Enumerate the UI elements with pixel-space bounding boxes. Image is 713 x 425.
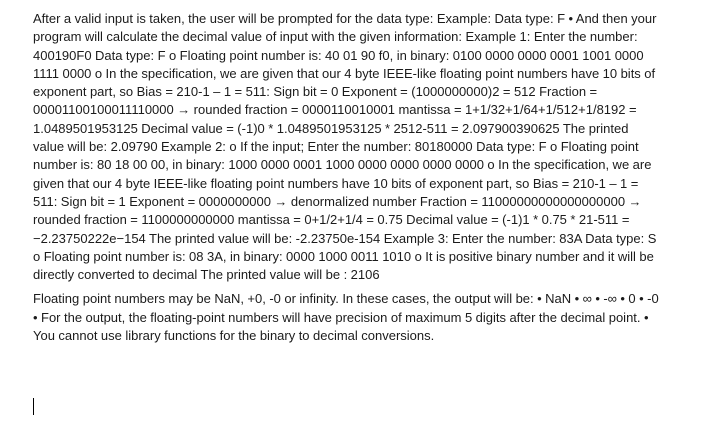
document-body xyxy=(33,10,661,345)
text-cursor[interactable] xyxy=(33,398,34,415)
paragraph-special-values: Floating point numbers may be NaN, +0, -0 or infinity. In these cases, the output will be: • NaN • ∞ • -∞ • 0 • -0 • For the output, the floating-point numbers will have precision of maximum 5 digits after the decimal point. • You cannot use library functions for the binary to decimal conversions. xyxy=(33,291,659,344)
paragraph-examples: After a valid input is taken, the user will be prompted for the data type: Example: Data type: F • And then your program will calculate the decimal value of input with the given information: Example 1: Enter the number: 400190F0 Data type: F o Floating point number is: 40 01 90 f0, in binary: 0100 0000 0000 0001 1001 0000 1111 0000 o In the specification, we are given that our 4 byte IEEE-like floating point numbers have 10 bits of exponent part, so Bias = 210-1 – 1 = 511: Sign bit = 0 Exponent = (1000000000)2 = 512 Fraction = 00001100100011110000 → rounded fraction = 0000110010001 mantissa = 1+1/32+1/64+1/512+1/8192 = 1.0489501953125 Decimal value = (-1)0 * 1.0489501953125 * 2512-511 = 2.097900390625 The printed value will be: 2.09790 Example 2: o If the input; Enter the number: 80180000 Data type: F o Floating point number is: 80 18 00 00, in binary: 1000 0000 0001 1000 0000 0000 0000 0000 o In the specification, we are given that our 4 byte IEEE-like floating point numbers have 10 bits of exponent part, so Bias = 210-1 – 1 = 511: Sign bit = 1 Exponent = 0000000000 → denormalized number Fraction = 11000000000000000000 → rounded fraction = 1100000000000 mantissa = 0+1/2+1/4 = 0.75 Decimal value = (-1)1 * 0.75 * 21-511 = −2.23750222e−154 The printed value will be: -2.23750e-154 Example 3: Enter the number: 83A Data type: S o Floating point number is: 08 3A, in binary: 0000 1000 0011 1010 o It is positive binary number and it will be directly converted to decimal The printed value will be : 2106 xyxy=(33,11,657,283)
